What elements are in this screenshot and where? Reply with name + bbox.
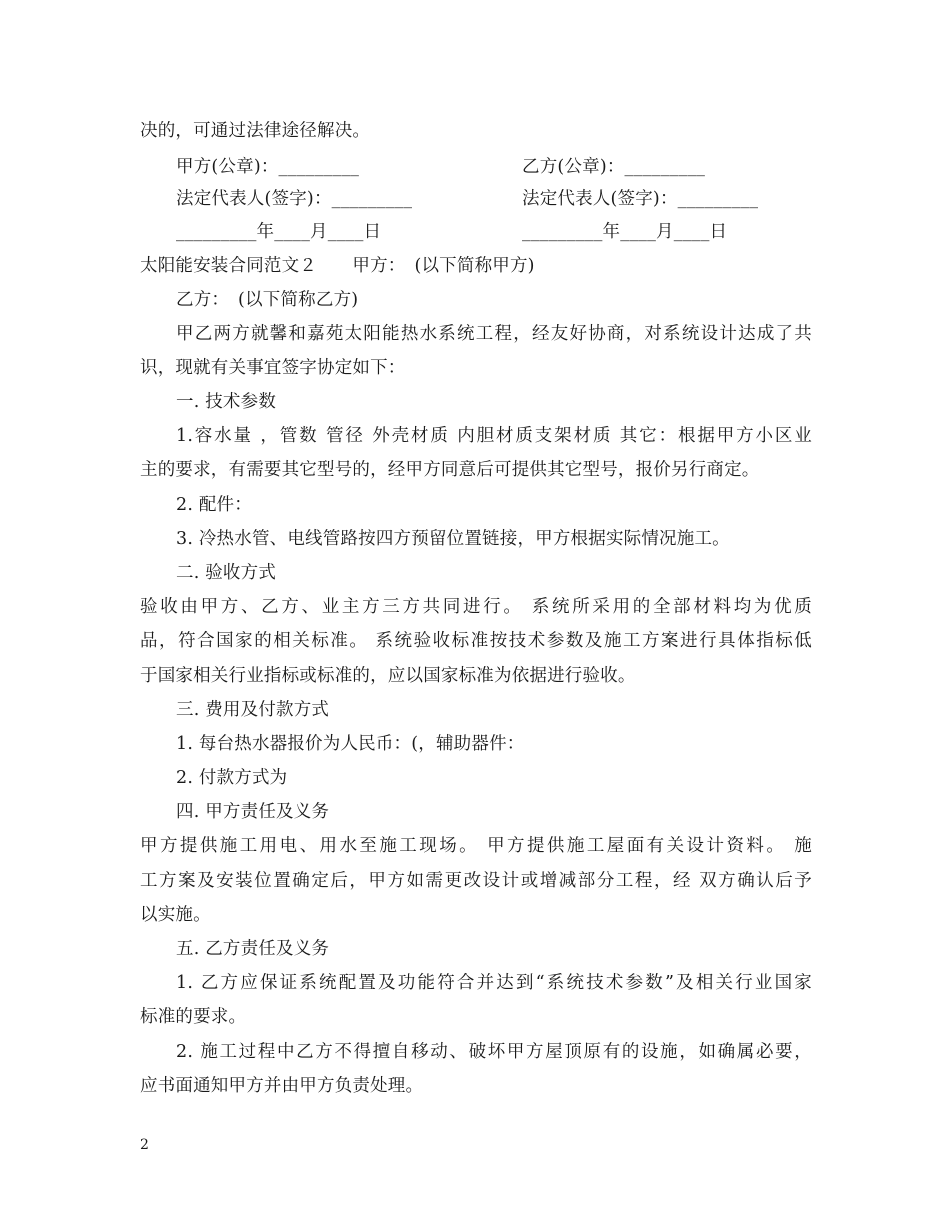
paragraph-line: 标准的要求。 xyxy=(140,1007,247,1027)
paragraph-line: 甲方提供施工用电、用水至施工现场。 甲方提供施工屋面有关设计资料。 施 xyxy=(140,836,812,856)
paragraph-line: 主的要求，有需要其它型号的，经甲方同意后可提供其它型号，报价另行商定。 xyxy=(140,460,760,480)
party-a-date: _________年____月____日 xyxy=(176,222,382,242)
section-heading: 五. 乙方责任及义务 xyxy=(176,939,330,959)
paragraph-line: 2. 施工过程中乙方不得擅自移动、破坏甲方屋顶原有的设施，如确属必要， xyxy=(176,1042,812,1062)
party-b-date: _________年____月____日 xyxy=(522,222,728,242)
paragraph-line: 1. 乙方应保证系统配置及功能符合并达到“系统技术参数”及相关行业国家 xyxy=(176,973,812,993)
paragraph-line: 品，符合国家的相关标准。 系统验收标准按技术参数及施工方案进行具体指标低 xyxy=(140,631,812,651)
section-heading: 二. 验收方式 xyxy=(176,563,277,583)
paragraph-line: 工方案及安装位置确定后，甲方如需更改设计或增减部分工程，经 双方确认后予 xyxy=(140,871,812,891)
paragraph-line: 乙方： (以下简称乙方) xyxy=(176,290,359,310)
paragraph-line: 验收由甲方、乙方、业主方三方共同进行。 系统所采用的全部材料均为优质 xyxy=(140,597,812,617)
paragraph-line: 识，现就有关事宜签字协定如下： xyxy=(140,358,406,378)
paragraph-line: 1. 每台热水器报价为人民币：(，辅助器件： xyxy=(176,734,525,754)
paragraph-line: 3. 冷热水管、电线管路按四方预留位置链接，甲方根据实际情况施工。 xyxy=(176,529,730,549)
page-number: 2 xyxy=(140,1137,149,1153)
paragraph-line: 甲乙两方就馨和嘉苑太阳能热水系统工程，经友好协商，对系统设计达成了共 xyxy=(176,324,812,344)
paragraph-line: 于国家相关行业指标或标准的，应以国家标准为依据进行验收。 xyxy=(140,666,636,686)
paragraph-line: 应书面通知甲方并由甲方负责处理。 xyxy=(140,1076,424,1096)
party-b-seal: 乙方(公章)：_________ xyxy=(522,157,706,177)
paragraph-line: 1.容水量 ，管数 管径 外壳材质 内胆材质支架材质 其它：根据甲方小区业 xyxy=(176,426,812,446)
section-title: 太阳能安装合同范文２ 甲方： (以下简称甲方) xyxy=(140,256,535,276)
section-heading: 三. 费用及付款方式 xyxy=(176,700,330,720)
party-a-representative: 法定代表人(签字)：_________ xyxy=(176,189,413,209)
paragraph-line: 决的，可通过法律途径解决。 xyxy=(140,121,371,141)
paragraph-line: 2. 付款方式为 xyxy=(176,768,288,788)
paragraph-line: 以实施。 xyxy=(140,905,211,925)
paragraph-line: 2. 配件： xyxy=(176,495,252,515)
party-b-representative: 法定代表人(签字)：_________ xyxy=(522,189,759,209)
section-heading: 四. 甲方责任及义务 xyxy=(176,802,330,822)
party-a-seal: 甲方(公章)：_________ xyxy=(176,157,360,177)
section-heading: 一. 技术参数 xyxy=(176,392,277,412)
